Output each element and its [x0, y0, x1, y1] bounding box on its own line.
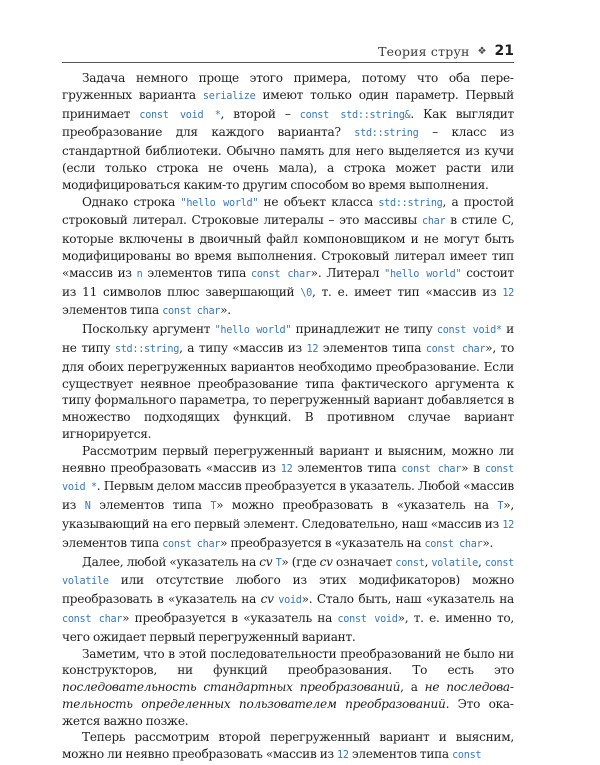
paragraph [62, 646, 514, 730]
text-run: означает [332, 554, 396, 569]
text-run: имеют только один параметр. Первый принимает [62, 87, 514, 121]
text-run: . Как выглядит преобразование для каждого варианта? [62, 106, 514, 140]
code-term: const [452, 750, 482, 762]
text-run: ». Литерал [310, 265, 385, 280]
text-run: элементов типа [90, 498, 211, 513]
text-run: ». [220, 303, 231, 318]
code-term: std::string [114, 343, 180, 355]
code-term: const char [401, 463, 462, 475]
italic-term: cv [259, 554, 273, 569]
running-header [62, 40, 514, 63]
code-term: std::string [354, 128, 419, 140]
text-run: состоит из 11 символов плюс завершающий [62, 265, 514, 299]
text-run: » в [461, 460, 485, 475]
text-run: ». [482, 535, 494, 550]
text-run: , а типу «массив из [179, 340, 307, 355]
paragraph [62, 70, 514, 194]
paragraph [62, 554, 514, 646]
diamond-separator-icon: ❖ [477, 45, 487, 57]
code-term: "hello world" [214, 325, 292, 337]
italic-term: cv [260, 592, 274, 607]
text-run: элементов типа [142, 265, 252, 280]
text-run: принадлежит не типу [291, 322, 437, 337]
text-run: , т. е. имеет тип «массив из [312, 284, 503, 299]
text-run: . Первым делом массив преобразуется в указатель. Любой «массив из [62, 479, 514, 513]
code-term: 12 [502, 287, 514, 299]
paragraph [62, 321, 514, 443]
code-term: T [275, 557, 282, 569]
text-run: , а [400, 680, 425, 695]
code-term: const void [337, 613, 398, 625]
text-run: элементов типа [348, 747, 453, 762]
body-text [62, 70, 514, 765]
text-run: в стиле C, которые включены в двоичный файл компоновщиком и не могут быть модифицированы во время выполнения. Строковый литерал имеет тип «массив из [62, 213, 515, 280]
code-term: 12 [337, 750, 349, 762]
text-run: элементов типа [62, 303, 163, 318]
code-term: T [497, 501, 504, 513]
text-run: – класс из стандартной библиотеки. Обычно память для него выделяется из кучи (если только строка не очень мала), а строка может расти или модифицироваться каким-то другим способом во время выполнения. [62, 125, 514, 192]
paragraph [62, 194, 514, 322]
code-term: \0 [300, 287, 313, 299]
code-term: serialize [202, 90, 256, 102]
text-run: », то для обоих перегруженных вариантов необходимо преобразование. Если существует неявное преобразование типа фактического аргумента к типу формального параметра, то перегруженный вариант добавляется в множество подходящих функций. В противном случае вариант игнорируется. [62, 340, 515, 441]
text-run: Задача немного проще этого примера, потому что оба перегруженных варианта [62, 71, 514, 102]
text-run: », указывающий на его первый элемент. Следовательно, наш «массив из [62, 498, 514, 531]
text-run: » (где [281, 554, 320, 569]
text-run: ». Стало быть, наш «указатель на [301, 592, 514, 607]
text-run: элементов типа [62, 535, 163, 550]
code-term: T [210, 501, 217, 513]
italic-term: не последовательность определенных пользователем преобразований [62, 680, 514, 711]
code-term: const std::string& [299, 109, 411, 121]
code-term: const [395, 557, 425, 569]
paragraph [62, 729, 514, 765]
code-term: volatile [431, 557, 479, 569]
text-run: элементов типа [318, 340, 426, 355]
code-term: const void* [436, 325, 502, 337]
code-term: N [84, 501, 91, 513]
code-term: const void * [139, 109, 221, 121]
code-term: const char [162, 538, 221, 550]
chapter-title: Теория струн [378, 43, 470, 59]
code-term: const char [425, 343, 486, 355]
code-term: const char [162, 306, 221, 318]
code-term: const char [62, 613, 123, 625]
text-run: », т. е. именно то, чего ожидает первый перегруженный вариант. [62, 610, 515, 644]
text-run: » преобразуется в «указатель на [220, 535, 425, 550]
code-term: const volatile [62, 557, 514, 588]
text-run: » преобразуется в «указатель на [122, 610, 338, 625]
text-run: , второй – [220, 106, 300, 121]
code-term: const char [424, 538, 483, 550]
text-run: Однако строка [82, 194, 181, 209]
text-run: » можно преобразовать в «указатель на [216, 498, 498, 513]
text-run: Далее, любой «указатель на [82, 554, 260, 569]
code-term: const void * [62, 463, 514, 494]
code-term: const char [251, 268, 311, 280]
text-run: Теперь рассмотрим второй перегруженный вариант и выясним, можно ли неявно преобразовать «массив из [62, 730, 514, 762]
page-number: 21 [494, 43, 514, 59]
text-run: не объект класса [258, 194, 379, 209]
code-term: 12 [280, 463, 293, 475]
code-term: "hello world" [384, 268, 462, 280]
text-run: элементов типа [292, 460, 402, 475]
code-term: 12 [502, 519, 514, 531]
text-run: , а простой строковый литерал. Строковые литералы – это массивы [62, 194, 514, 228]
text-run: Поскольку аргумент [82, 322, 215, 337]
paragraph [62, 443, 514, 554]
code-term: void [278, 595, 302, 607]
text-run: Рассмотрим первый перегруженный вариант и выясним, можно ли неявно преобразовать «массив из [62, 443, 514, 475]
code-term: 12 [306, 343, 319, 355]
code-term: "hello world" [180, 197, 259, 209]
text-run: . Это окажется важно позже. [62, 696, 514, 728]
code-term: std::string [378, 197, 443, 209]
code-term: char [421, 216, 446, 228]
text-run: , [424, 554, 432, 569]
text-run: Заметим, что в этой последовательности преобразований не было ни конструкторов, ни функций преобразования. То есть это [62, 646, 514, 678]
text-run: и не типу [62, 322, 514, 355]
text-run: или отсутствие любого из этих модификаторов) можно преобразовать в «указатель на [62, 573, 514, 607]
italic-term: последовательность стандартных преобразований [62, 680, 401, 695]
text-run: , [478, 554, 485, 569]
italic-term: cv [319, 554, 333, 569]
code-term: n [136, 268, 143, 280]
